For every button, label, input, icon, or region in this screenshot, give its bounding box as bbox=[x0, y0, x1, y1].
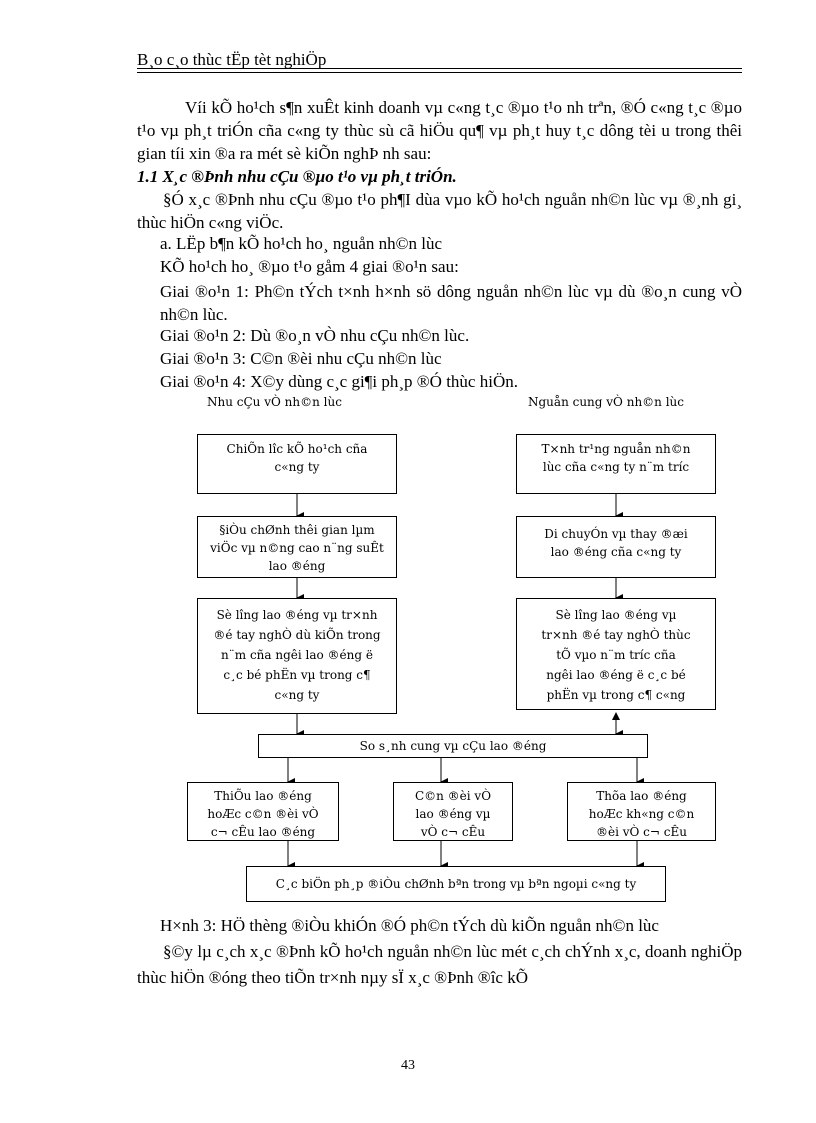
forecast-labor-box: Sè lîng lao ®éng vµ tr×nh ®é tay nghÒ dù kiÕn trong n¨m cña ngêi lao ®éng ë c¸c bé phËn vµ trong c¶ c«ng ty bbox=[197, 598, 397, 714]
running-header: B¸o c¸o thùc tËp tèt nghiÖp bbox=[137, 50, 327, 69]
closing-paragraph: §©y lµ c¸ch x¸c ®Þnh kÕ ho¹ch nguån nh©n lùc mét c¸ch chÝnh x¸c, doanh nghiÖp thùc hiÖn ®óng theo tiÕn tr×nh nµy sÏ x¸c ®Þnh ®îc kÕ bbox=[137, 942, 742, 987]
stage-1: Giai ®o¹n 1: Ph©n tÝch t×nh h×nh sö dông nguån nh©n lùc vµ dù ®o¸n cung vÒ nh©n lùc. bbox=[160, 282, 742, 324]
balanced-box: C©n ®èi vÒ lao ®éng vµ vÒ c¬ cÊu bbox=[393, 782, 513, 841]
adjustment-box: C¸c biÖn ph¸p ®iÒu chØnh bªn trong vµ bªn ngoµi c«ng ty bbox=[246, 866, 666, 902]
actual-labor-box: Sè lîng lao ®éng vµ tr×nh ®é tay nghÒ thùc tÕ vµo n¨m tríc cña ngêi lao ®éng ë c¸c bé phËn vµ trong c¶ c«ng bbox=[516, 598, 716, 710]
supply-label: Nguån cung vÒ nh©n lùc bbox=[528, 395, 684, 409]
stage-4: Giai ®o¹n 4: X©y dùng c¸c gi¶i ph¸p ®Ó thùc hiÖn. bbox=[160, 372, 518, 391]
surplus-box: Thõa lao ®éng hoÆc kh«ng c©n ®èi vÒ c¬ cÊu bbox=[567, 782, 716, 841]
figure-caption: H×nh 3: HÖ thèng ®iÒu khiÓn ®Ó ph©n tÝch dù kiÕn nguån nh©n lùc bbox=[160, 916, 659, 935]
hr-status-box: T×nh tr¹ng nguån nh©n lùc cña c«ng ty n¨m tríc bbox=[516, 434, 716, 494]
strategy-box: ChiÕn lîc kÕ ho¹ch cña c«ng ty bbox=[197, 434, 397, 494]
compare-box: So s¸nh cung vµ cÇu lao ®éng bbox=[258, 734, 648, 758]
shortage-box: ThiÕu lao ®éng hoÆc c©n ®èi vÒ c¬ cÊu lao ®éng bbox=[187, 782, 339, 841]
item-a: a. LËp b¶n kÕ ho¹ch ho¸ nguån nh©n lùc bbox=[160, 234, 443, 253]
section-heading: 1.1 X¸c ®Þnh nhu cÇu ®µo t¹o vµ ph¸t triÓn. bbox=[137, 167, 457, 186]
intro-paragraph: Víi kÕ ho¹ch s¶n xuÊt kinh doanh vµ c«ng t¸c ®µo t¹o nh trªn, ®Ó c«ng t¸c ®µo t¹o vµ ph¸t triÓn cña c«ng ty thùc sù cã hiÖu qu¶ vµ ph¸t huy t¸c dông tèi u trong thêi gian tíi xin ®a ra mét sè kiÕn nghÞ nh sau: bbox=[137, 98, 742, 163]
working-time-box: §iÒu chØnh thêi gian lµm viÖc vµ n©ng cao n¨ng suÊt lao ®éng bbox=[197, 516, 397, 578]
stage-3: Giai ®o¹n 3: C©n ®èi nhu cÇu nh©n lùc bbox=[160, 349, 442, 368]
arrow-right-up bbox=[612, 712, 620, 720]
stages-intro: KÕ ho¹ch ho¸ ®µo t¹o gåm 4 giai ®o¹n sau: bbox=[160, 257, 459, 276]
labor-movement-box: Di chuyÓn vµ thay ®æi lao ®éng cña c«ng ty bbox=[516, 516, 716, 578]
page-number: 43 bbox=[401, 1058, 415, 1073]
stage-2: Giai ®o¹n 2: Dù ®o¸n vÒ nhu cÇu nh©n lùc. bbox=[160, 326, 470, 345]
demand-label: Nhu cÇu vÒ nh©n lùc bbox=[207, 395, 342, 409]
needs-paragraph: §Ó x¸c ®Þnh nhu cÇu ®µo t¹o ph¶I dùa vµo kÕ ho¹ch nguån nh©n lùc vµ ®¸nh gi¸ thùc hiÖn c«ng viÖc. bbox=[137, 190, 742, 232]
